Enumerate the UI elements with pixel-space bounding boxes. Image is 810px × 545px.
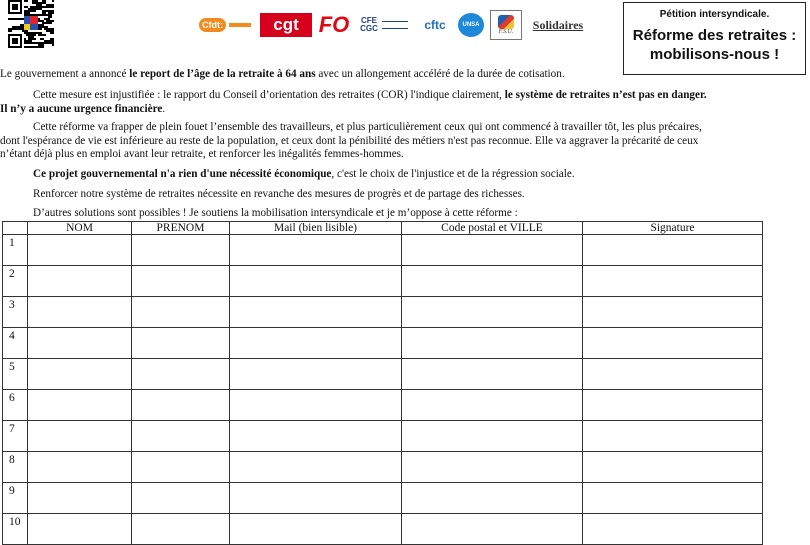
table-row [3,359,763,390]
nom-cell[interactable] [28,328,132,359]
row-number: 5 [3,359,28,390]
city-cell[interactable] [402,235,583,266]
row-number: 9 [3,483,28,514]
signature-cell[interactable] [583,266,763,297]
prenom-cell[interactable] [132,328,230,359]
signature-cell[interactable] [583,421,763,452]
fo-logo: FO [318,12,350,37]
table-row [3,514,763,545]
table-row [3,390,763,421]
prenom-cell[interactable] [132,421,230,452]
row-number: 10 [3,514,28,545]
prenom-cell[interactable] [132,235,230,266]
petition-title-box [623,2,806,75]
city-cell[interactable] [402,266,583,297]
paragraph-impact: Cette réforme va frapper de plein fouet l’ensemble des travailleurs, et plus particulièrement ceux qui ont commencé à travailler tôt, les plus précaires, dont l'espérance de vie est inférieure au reste de la population, et ceux dont la pénibilité des métiers n'est pas reconnue. Elle va aggraver la précarité de ceux n’étant déjà plus en emploi avant leur retraite, et renforcer les inégalités femmes-hommes. [0,121,702,160]
column-header-prenom: PRENOM [132,222,230,235]
paragraph-support: D’autres solutions sont possibles ! Je soutiens la mobilisation intersyndicale et je m’oppose à cette réforme : [33,207,518,219]
row-number: 1 [3,235,28,266]
mail-cell[interactable] [230,266,402,297]
paragraph-economic: Ce projet gouvernemental n'a rien d'une nécessité économique, c'est le choix de l'injustice et de la régression sociale. [33,168,575,180]
nom-cell[interactable] [28,514,132,545]
row-number: 7 [3,421,28,452]
mail-cell[interactable] [230,452,402,483]
petition-title: Réforme des retraites : mobilisons-nous ! [632,27,797,63]
petition-subtitle: Pétition intersyndicale. [659,9,770,20]
table-row [3,235,763,266]
city-cell[interactable] [402,421,583,452]
mail-cell[interactable] [230,390,402,421]
prenom-cell[interactable] [132,266,230,297]
mail-cell[interactable] [230,297,402,328]
solidaires-logo: Solidaires [532,17,584,32]
row-number: 2 [3,266,28,297]
column-header-number [3,222,28,235]
nom-cell[interactable] [28,452,132,483]
city-cell[interactable] [402,297,583,328]
column-header-nom: NOM [28,222,132,235]
nom-cell[interactable] [28,297,132,328]
nom-cell[interactable] [28,421,132,452]
signature-cell[interactable] [583,390,763,421]
signature-cell[interactable] [583,514,763,545]
signature-table [2,221,763,545]
city-cell[interactable] [402,328,583,359]
signature-cell[interactable] [583,359,763,390]
paragraph-reinforce: Renforcer notre système de retraites nécessite en revanche des mesures de progrès et de partage des richesses. [33,188,525,200]
mail-cell[interactable] [230,235,402,266]
table-header-row [3,222,763,235]
mail-cell[interactable] [230,421,402,452]
cfdt-logo: Cfdt: [196,18,254,32]
table-row [3,328,763,359]
prenom-cell[interactable] [132,483,230,514]
table-row [3,266,763,297]
city-cell[interactable] [402,390,583,421]
fsu-logo: F.S.U. [490,10,522,40]
table-row [3,421,763,452]
table-row [3,483,763,514]
cftc-logo: cftc [424,18,446,32]
signature-cell[interactable] [583,328,763,359]
column-header-city: Code postal et VILLE [402,222,583,235]
city-cell[interactable] [402,359,583,390]
qr-code-image [8,0,54,48]
table-row [3,452,763,483]
cgt-logo: cgt [260,13,312,37]
prenom-cell[interactable] [132,514,230,545]
table-row [3,297,763,328]
city-cell[interactable] [402,483,583,514]
column-header-signature: Signature [583,222,763,235]
nom-cell[interactable] [28,359,132,390]
nom-cell[interactable] [28,483,132,514]
paragraph-cor-report: Cette mesure est injustifiée : le rapport du Conseil d’orientation des retraites (COR) l'indique clairement, le système de retraites n’est pas en danger. Il n’y a aucune urgence financière. [0,89,707,115]
row-number: 4 [3,328,28,359]
signature-cell[interactable] [583,483,763,514]
signature-cell[interactable] [583,235,763,266]
cfe-cgc-logo: CFE CGC [356,17,412,33]
city-cell[interactable] [402,452,583,483]
nom-cell[interactable] [28,235,132,266]
prenom-cell[interactable] [132,297,230,328]
nom-cell[interactable] [28,390,132,421]
prenom-cell[interactable] [132,390,230,421]
row-number: 6 [3,390,28,421]
row-number: 8 [3,452,28,483]
nom-cell[interactable] [28,266,132,297]
prenom-cell[interactable] [132,452,230,483]
column-header-mail: Mail (bien lisible) [230,222,402,235]
mail-cell[interactable] [230,359,402,390]
unsa-logo: UNSA [458,13,484,37]
mail-cell[interactable] [230,328,402,359]
city-cell[interactable] [402,514,583,545]
union-logos [196,10,594,40]
row-number: 3 [3,297,28,328]
signature-cell[interactable] [583,297,763,328]
signature-cell[interactable] [583,452,763,483]
paragraph-announcement: Le gouvernement a annoncé le report de l’âge de la retraite à 64 ans avec un allongement accéléré de la durée de cotisation. [0,68,565,80]
mail-cell[interactable] [230,514,402,545]
mail-cell[interactable] [230,483,402,514]
prenom-cell[interactable] [132,359,230,390]
